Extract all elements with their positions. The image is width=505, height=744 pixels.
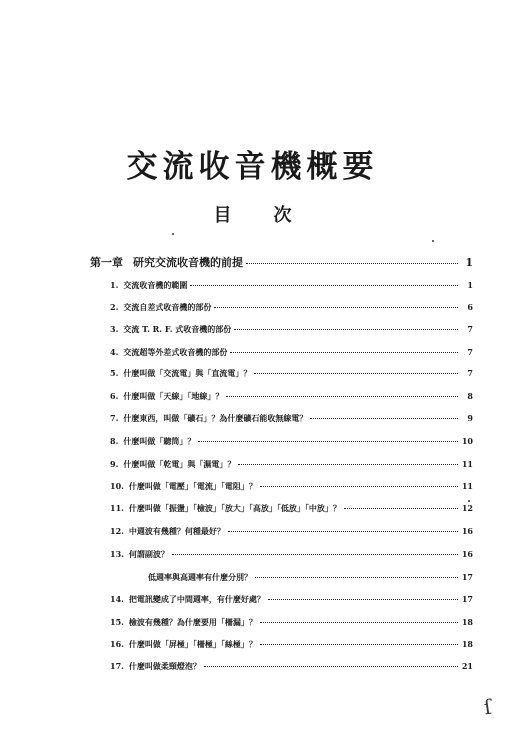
entry-page: 12 [461, 503, 473, 513]
leader-dots [260, 622, 458, 623]
entry-number: 14. [110, 594, 124, 604]
toc-entry [148, 572, 473, 583]
entry-page: 7 [467, 368, 473, 378]
toc-entry [110, 503, 473, 514]
chapter-page: 1 [465, 256, 473, 269]
entry-page: 16 [461, 549, 473, 559]
toc-entry [110, 459, 473, 470]
entry-page: 18 [461, 617, 473, 627]
entry-page: 11 [461, 481, 473, 491]
entry-number: 15. [110, 617, 124, 627]
toc-entry [110, 526, 473, 537]
entry-number: 4. [110, 347, 119, 357]
entry-page: 8 [467, 391, 473, 401]
print-speck [172, 233, 174, 235]
leader-dots [230, 352, 458, 353]
entry-page: 11 [461, 459, 473, 469]
entry-title: 什麼叫做「交流電」與「直流電」？ [123, 368, 252, 378]
entry-page: 17 [461, 594, 473, 604]
entry-title: 什麼叫做「天線」「地線」？ [123, 391, 224, 401]
entry-page: 6 [467, 302, 473, 312]
entry-number: 11. [110, 503, 124, 513]
entry-number: 12. [110, 526, 124, 536]
leader-dots [204, 666, 458, 667]
entry-title: 檢波有幾種？為什麼要用「柵漏」？ [128, 617, 257, 627]
entry-number: 17. [110, 661, 124, 671]
toc-entry [110, 413, 473, 424]
print-speck [468, 500, 470, 502]
entry-number: 13. [110, 549, 124, 559]
leader-dots [344, 508, 458, 509]
entry-title: 什麼東西，叫做「礦石」？為什麼礦石能收無線電？ [123, 413, 308, 423]
entry-number: 8. [110, 436, 119, 446]
toc-entry [110, 280, 473, 291]
toc-entry [110, 639, 473, 650]
entry-title: 什麼叫做「聽筒」？ [123, 436, 196, 446]
chapter-title: 研究交流收音機的前提 [133, 256, 243, 269]
toc-entry [110, 368, 473, 379]
toc-entry [110, 324, 473, 335]
entry-page: 9 [467, 413, 473, 423]
chapter-number: 第一章 [90, 256, 123, 269]
leader-dots [226, 396, 458, 397]
entry-page: 17 [461, 572, 473, 582]
leader-dots [198, 441, 458, 442]
toc-heading: 目次 [213, 205, 334, 226]
toc-entry [110, 436, 473, 447]
entry-title: 把電訊變成了中間週率，有什麼好處？ [128, 594, 265, 604]
entry-title: 何謂副波？ [128, 549, 169, 559]
entry-title: 低週率與高週率有什麼分別？ [148, 572, 252, 582]
print-speck [432, 240, 434, 242]
leader-dots [246, 263, 458, 264]
leader-dots [260, 644, 458, 645]
entry-number: 1. [110, 280, 119, 290]
entry-number: 10. [110, 481, 124, 491]
chapter-heading [90, 254, 473, 270]
leader-dots [238, 464, 458, 465]
toc-entry [110, 481, 473, 492]
entry-page: 1 [467, 280, 473, 290]
entry-title: 什麼叫做「電壓」「電流」「電阻」？ [128, 481, 257, 491]
entry-page: 18 [461, 639, 473, 649]
entry-number: 5. [110, 368, 119, 378]
entry-page: 7 [467, 347, 473, 357]
toc-entry [110, 549, 473, 560]
toc-entry [110, 302, 473, 313]
entry-number: 3. [110, 324, 119, 334]
toc-entry [110, 347, 473, 358]
entry-number: 16. [110, 639, 124, 649]
toc-entry [110, 594, 473, 605]
leader-dots [310, 418, 458, 419]
entry-number: 9. [110, 459, 119, 469]
leader-dots [214, 307, 458, 308]
leader-dots [234, 329, 458, 330]
leader-dots [172, 554, 458, 555]
entry-number: 2. [110, 302, 119, 312]
page-title: 交流收音機概要 [126, 149, 379, 185]
entry-title: 什麼叫做「振盪」「檢波」「放大」「高放」「低放」「中放」？ [128, 503, 341, 513]
entry-page: 7 [467, 324, 473, 334]
entry-title: 交流 T. R. F. 式收音機的部份 [123, 324, 232, 334]
handwritten-mark: ſ [482, 694, 494, 720]
entry-title: 交流超等外差式收音機的部份 [123, 347, 228, 357]
toc-entry [110, 617, 473, 628]
entry-page: 16 [461, 526, 473, 536]
entry-page: 21 [461, 661, 473, 671]
entry-title: 什麼叫做「屏極」「柵極」「絲極」？ [128, 639, 257, 649]
entry-page: 10 [461, 436, 473, 446]
entry-title: 交流收音機的範圍 [123, 280, 188, 290]
toc-entry [110, 661, 473, 672]
leader-dots [228, 531, 458, 532]
leader-dots [255, 577, 458, 578]
entry-number: 7. [110, 413, 119, 423]
toc-entry [110, 391, 473, 402]
leader-dots [254, 373, 458, 374]
entry-title: 什麼叫做柔頸燈泡？ [128, 661, 201, 671]
entry-title: 交流自差式收音機的部份 [123, 302, 212, 312]
leader-dots [260, 486, 458, 487]
entry-title: 中週波有幾種？何種最好？ [128, 526, 225, 536]
leader-dots [268, 599, 458, 600]
leader-dots [190, 285, 458, 286]
entry-title: 什麼叫做「乾電」與「濕電」？ [123, 459, 236, 469]
entry-number: 6. [110, 391, 119, 401]
